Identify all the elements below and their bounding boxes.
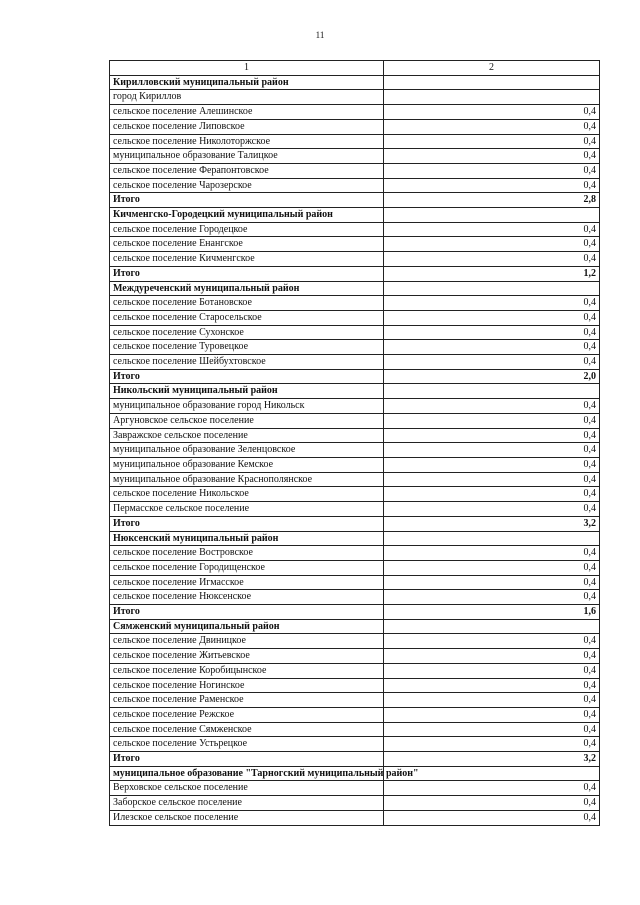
settlement-name: Заборское сельское поселение [110,796,384,811]
value-cell: 0,4 [384,119,600,134]
settlement-name: муниципальное образование Кемское [110,457,384,472]
total-value: 2,0 [384,369,600,384]
value-cell [384,75,600,90]
settlement-name: сельское поселение Двиницкое [110,634,384,649]
value-cell: 0,4 [384,222,600,237]
settlement-name: сельское поселение Коробицынское [110,663,384,678]
settlement-name: сельское поселение Туровецкое [110,340,384,355]
value-cell: 0,4 [384,399,600,414]
total-value: 1,6 [384,605,600,620]
table-row [110,163,600,178]
district-row [110,281,600,296]
table-row [110,590,600,605]
value-cell: 0,4 [384,296,600,311]
table-row [110,663,600,678]
district-name: Никольский муниципальный район [110,384,384,399]
value-cell: 0,4 [384,413,600,428]
value-cell: 0,4 [384,707,600,722]
total-value: 3,2 [384,752,600,767]
value-cell: 0,4 [384,237,600,252]
value-cell: 0,4 [384,428,600,443]
value-cell: 0,4 [384,781,600,796]
table-row [110,649,600,664]
settlement-name: муниципальное образование Талицкое [110,149,384,164]
settlement-name: город Кириллов [110,90,384,105]
table-row [110,90,600,105]
settlement-name: сельское поселение Режское [110,707,384,722]
settlement-name: сельское поселение Житьевское [110,649,384,664]
value-cell: 0,4 [384,678,600,693]
value-cell: 0,4 [384,443,600,458]
value-cell: 0,4 [384,355,600,370]
value-cell: 0,4 [384,737,600,752]
total-label: Итого [110,266,384,281]
allocation-table [109,60,600,826]
settlement-name: сельское поселение Кичменгское [110,252,384,267]
value-cell: 0,4 [384,693,600,708]
value-cell: 0,4 [384,487,600,502]
district-name: Нюксенский муниципальный район [110,531,384,546]
value-cell: 0,4 [384,502,600,517]
table-header-row [110,61,600,76]
table-row [110,443,600,458]
table-row [110,634,600,649]
total-label: Итого [110,605,384,620]
table-row [110,119,600,134]
settlement-name: Верховское сельское поселение [110,781,384,796]
district-name: муниципальное образование "Тарногский муниципальный район" [110,766,384,781]
total-label: Итого [110,516,384,531]
value-cell: 0,4 [384,546,600,561]
value-cell: 0,4 [384,590,600,605]
value-cell [384,384,600,399]
settlement-name: Аргуновское сельское поселение [110,413,384,428]
table-row [110,355,600,370]
district-row [110,766,600,781]
table-row [110,222,600,237]
table-row [110,678,600,693]
value-cell: 0,4 [384,810,600,825]
value-cell: 0,4 [384,252,600,267]
table-row [110,105,600,120]
total-value: 2,8 [384,193,600,208]
settlement-name: сельское поселение Ферапонтовское [110,163,384,178]
settlement-name: сельское поселение Липовское [110,119,384,134]
value-cell: 0,4 [384,163,600,178]
table-row [110,457,600,472]
table-row [110,413,600,428]
value-cell: 0,4 [384,105,600,120]
district-name: Кичменгско-Городецкий муниципальный район [110,208,384,223]
column-header-1: 1 [110,61,384,76]
total-value: 3,2 [384,516,600,531]
table-row [110,428,600,443]
settlement-name: сельское поселение Игмасское [110,575,384,590]
total-row [110,266,600,281]
table-row [110,325,600,340]
settlement-name: сельское поселение Старосельское [110,310,384,325]
value-cell: 0,4 [384,340,600,355]
table-row [110,340,600,355]
settlement-name: сельское поселение Шейбухтовское [110,355,384,370]
table-row [110,546,600,561]
value-cell [384,208,600,223]
table-row [110,399,600,414]
table-row [110,722,600,737]
settlement-name: сельское поселение Ногинское [110,678,384,693]
value-cell: 0,4 [384,634,600,649]
settlement-name: муниципальное образование город Никольск [110,399,384,414]
table-row [110,178,600,193]
value-cell: 0,4 [384,178,600,193]
table-body [110,61,600,826]
district-name: Кирилловский муниципальный район [110,75,384,90]
settlement-name: сельское поселение Ботановское [110,296,384,311]
settlement-name: сельское поселение Городищенское [110,560,384,575]
settlement-name: сельское поселение Чарозерское [110,178,384,193]
value-cell: 0,4 [384,663,600,678]
settlement-name: муниципальное образование Зеленцовское [110,443,384,458]
table-row [110,310,600,325]
value-cell [384,281,600,296]
district-row [110,384,600,399]
value-cell: 0,4 [384,796,600,811]
total-label: Итого [110,752,384,767]
table-row [110,149,600,164]
value-cell: 0,4 [384,134,600,149]
value-cell: 0,4 [384,149,600,164]
settlement-name: сельское поселение Алешинское [110,105,384,120]
table-row [110,487,600,502]
settlement-name: сельское поселение Городецкое [110,222,384,237]
settlement-name: сельское поселение Енангское [110,237,384,252]
total-row [110,516,600,531]
value-cell [384,90,600,105]
value-cell: 0,4 [384,472,600,487]
settlement-name: сельское поселение Сухонское [110,325,384,340]
page-number: 11 [315,30,325,40]
district-name: Междуреченский муниципальный район [110,281,384,296]
settlement-name: сельское поселение Востровское [110,546,384,561]
settlement-name: сельское поселение Никольское [110,487,384,502]
value-cell: 0,4 [384,649,600,664]
table-row [110,502,600,517]
table-row [110,472,600,487]
total-row [110,193,600,208]
district-row [110,208,600,223]
column-header-2: 2 [384,61,600,76]
value-cell [384,619,600,634]
settlement-name: Пермасское сельское поселение [110,502,384,517]
table-row [110,810,600,825]
table-row [110,737,600,752]
total-row [110,752,600,767]
settlement-name: сельское поселение Сямженское [110,722,384,737]
value-cell: 0,4 [384,722,600,737]
total-value: 1,2 [384,266,600,281]
value-cell: 0,4 [384,310,600,325]
value-cell: 0,4 [384,560,600,575]
value-cell: 0,4 [384,575,600,590]
settlement-name: Илезское сельское поселение [110,810,384,825]
district-row [110,531,600,546]
table-row [110,575,600,590]
table-row [110,796,600,811]
district-row [110,75,600,90]
table-row [110,707,600,722]
table-row [110,237,600,252]
table-row [110,252,600,267]
district-row [110,619,600,634]
settlement-name: муниципальное образование Краснополянское [110,472,384,487]
settlement-name: сельское поселение Раменское [110,693,384,708]
settlement-name: Завражское сельское поселение [110,428,384,443]
table-row [110,560,600,575]
total-row [110,369,600,384]
settlement-name: сельское поселение Нюксенское [110,590,384,605]
district-name: Сямженский муниципальный район [110,619,384,634]
settlement-name: сельское поселение Устьрецкое [110,737,384,752]
total-label: Итого [110,193,384,208]
value-cell [384,531,600,546]
value-cell: 0,4 [384,457,600,472]
total-label: Итого [110,369,384,384]
total-row [110,605,600,620]
table-row [110,296,600,311]
table-row [110,781,600,796]
table-row [110,693,600,708]
table-row [110,134,600,149]
settlement-name: сельское поселение Николоторжское [110,134,384,149]
value-cell: 0,4 [384,325,600,340]
